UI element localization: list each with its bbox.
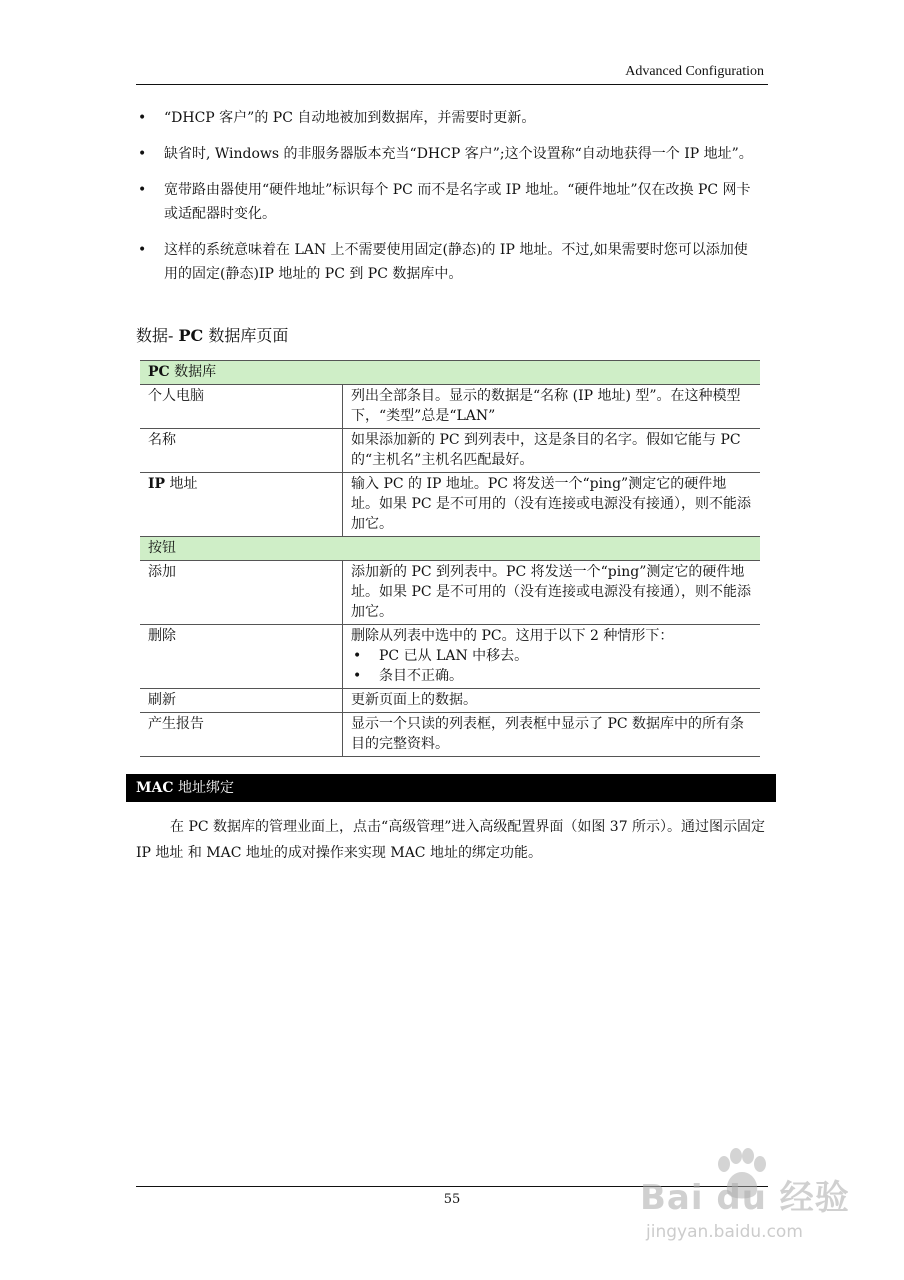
- table-key: 删除: [140, 625, 343, 689]
- table-key: 添加: [140, 561, 343, 625]
- bullet-item: • 宽带路由器使用“硬件地址”标识每个 PC 而不是名字或 IP 地址。“硬件地址”仅在改换 PC 网卡或适配器时变化。: [136, 178, 756, 226]
- table-row: [140, 625, 760, 689]
- watermark: [628, 1140, 878, 1270]
- bullet-dot: •: [353, 668, 362, 684]
- table-value: 列出全部条目。显示的数据是“名称 (IP 地址) 型”。在这种模型下，“类型”总是“LAN”: [343, 385, 761, 429]
- bullet-item: • 这样的系统意味着在 LAN 上不需要使用固定(静态)的 IP 地址。不过,如果需要时您可以添加使用的固定(静态)IP 地址的 PC 到 PC 数据库中。: [136, 238, 756, 286]
- table-value: 添加新的 PC 到列表中。PC 将发送一个“ping”测定它的硬件地址。如果 PC 是不可用的（没有连接或电源没有接通），则不能添加它。: [343, 561, 761, 625]
- body-paragraph: 在 PC 数据库的管理业面上，点击“高级管理”进入高级配置界面（如图 37 所示）。通过图示固定 IP 地址 和 MAC 地址的成对操作来实现 MAC 地址的绑定功能。: [136, 819, 766, 861]
- header-rule: [136, 84, 768, 85]
- table-group-header: 按钮: [140, 537, 760, 561]
- table-value: 输入 PC 的 IP 地址。PC 将发送一个“ping”测定它的硬件地址。如果 PC 是不可用的（没有连接或电源没有接通），则不能添加它。: [343, 473, 761, 537]
- table-key: 刷新: [140, 689, 343, 713]
- table-key: 产生报告: [140, 713, 343, 757]
- table-value: 更新页面上的数据。: [343, 689, 761, 713]
- bullet-dot: •: [138, 242, 147, 258]
- watermark-url: jingyan.baidu.com: [646, 1222, 803, 1242]
- section-title: 数据- PC 数据库页面: [136, 326, 289, 345]
- bullet-list: [136, 106, 756, 298]
- table-row: [140, 385, 760, 429]
- table-row: [140, 473, 760, 537]
- table-key: 个人电脑: [140, 385, 343, 429]
- table-key: IP 地址: [140, 473, 343, 537]
- running-header: Advanced Configuration: [625, 64, 764, 79]
- bullet-dot: •: [138, 182, 147, 198]
- table-row: [140, 429, 760, 473]
- list-item: • 条目不正确。: [353, 668, 463, 684]
- table-key: 名称: [140, 429, 343, 473]
- delete-cases-list: [351, 646, 752, 686]
- table-group-header: PC 数据库: [140, 361, 760, 385]
- list-item: • PC 已从 LAN 中移去。: [353, 648, 529, 664]
- mac-binding-section-bar: MAC 地址绑定: [126, 774, 776, 802]
- bullet-dot: •: [138, 110, 147, 126]
- table-row: [140, 561, 760, 625]
- table-value: 如果添加新的 PC 到列表中，这是条目的名字。假如它能与 PC 的“主机名”主机名匹配最好。: [343, 429, 761, 473]
- watermark-logo: Bai du 经验: [640, 1178, 850, 1218]
- page-number: 55: [443, 1192, 461, 1207]
- bullet-dot: •: [138, 146, 147, 162]
- bullet-item: • “DHCP 客户”的 PC 自动地被加到数据库，并需要时更新。: [136, 106, 756, 130]
- table-row: [140, 689, 760, 713]
- table-row: [140, 713, 760, 757]
- bullet-item: • 缺省时, Windows 的非服务器版本充当“DHCP 客户”;这个设置称“自动地获得一个 IP 地址”。: [136, 142, 756, 166]
- bullet-dot: •: [353, 648, 362, 664]
- table-value: 显示一个只读的列表框，列表框中显示了 PC 数据库中的所有条目的完整资料。: [343, 713, 761, 757]
- table-value: 删除从列表中选中的 PC。这用于以下 2 种情形下： • PC 已从 LAN 中移去。 • 条目不正确。: [343, 625, 761, 689]
- pc-database-table: [140, 360, 760, 757]
